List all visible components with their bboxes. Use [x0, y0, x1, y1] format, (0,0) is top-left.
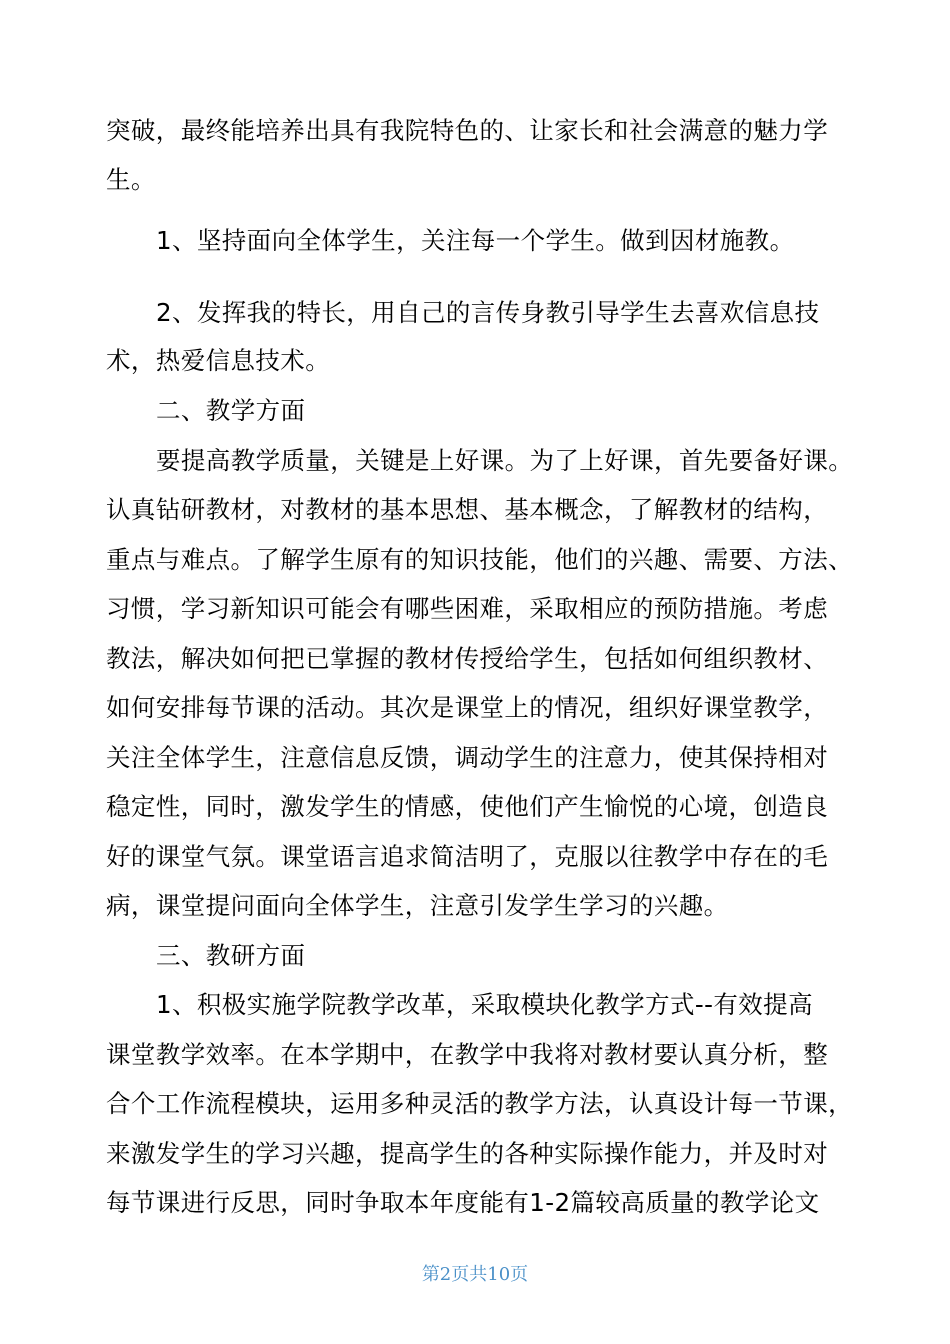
text-line: 稳定性，同时，激发学生的情感，使他们产生愉悦的心境，创造良 — [106, 792, 829, 821]
section-heading: 二、教学方面 — [156, 396, 306, 425]
text-line: 认真钻研教材，对教材的基本思想、基本概念，了解教材的结构， — [106, 495, 829, 524]
text-line: 重点与难点。了解学生原有的知识技能，他们的兴趣、需要、方法、 — [106, 545, 853, 574]
text-line: 每节课进行反思，同时争取本年度能有1-2篇较高质量的教学论文 — [106, 1188, 820, 1217]
text-line: 病，课堂提问面向全体学生，注意引发学生学习的兴趣。 — [106, 891, 729, 920]
section-heading: 三、教研方面 — [156, 941, 306, 970]
text-line: 习惯，学习新知识可能会有哪些困难，采取相应的预防措施。考虑 — [106, 594, 829, 623]
text-line: 关注全体学生，注意信息反馈，调动学生的注意力，使其保持相对 — [106, 743, 829, 772]
text-line: 术，热爱信息技术。 — [106, 346, 331, 375]
text-line: 生。 — [106, 165, 156, 194]
text-line: 1、积极实施学院教学改革，采取模块化教学方式--有效提高 — [156, 990, 813, 1019]
text-line: 合个工作流程模块，运用多种灵活的教学方法，认真设计每一节课， — [106, 1089, 853, 1118]
text-line: 教法，解决如何把已掌握的教材传授给学生，包括如何组织教材、 — [106, 644, 829, 673]
text-line: 课堂教学效率。在本学期中，在教学中我将对教材要认真分析，整 — [106, 1040, 829, 1069]
text-line: 要提高教学质量，关键是上好课。为了上好课，首先要备好课。 — [156, 446, 854, 475]
text-line: 1、坚持面向全体学生，关注每一个学生。做到因材施教。 — [156, 226, 795, 255]
page-number-footer: 第2页共10页 — [421, 1264, 529, 1285]
text-line: 好的课堂气氛。课堂语言追求简洁明了，克服以往教学中存在的毛 — [106, 842, 829, 871]
text-line: 2、发挥我的特长，用自己的言传身教引导学生去喜欢信息技 — [156, 298, 820, 327]
text-line: 来激发学生的学习兴趣，提高学生的各种实际操作能力，并及时对 — [106, 1139, 829, 1168]
text-line: 突破，最终能培养出具有我院特色的、让家长和社会满意的魅力学 — [106, 116, 829, 145]
text-line: 如何安排每节课的活动。其次是课堂上的情况，组织好课堂教学， — [106, 693, 829, 722]
